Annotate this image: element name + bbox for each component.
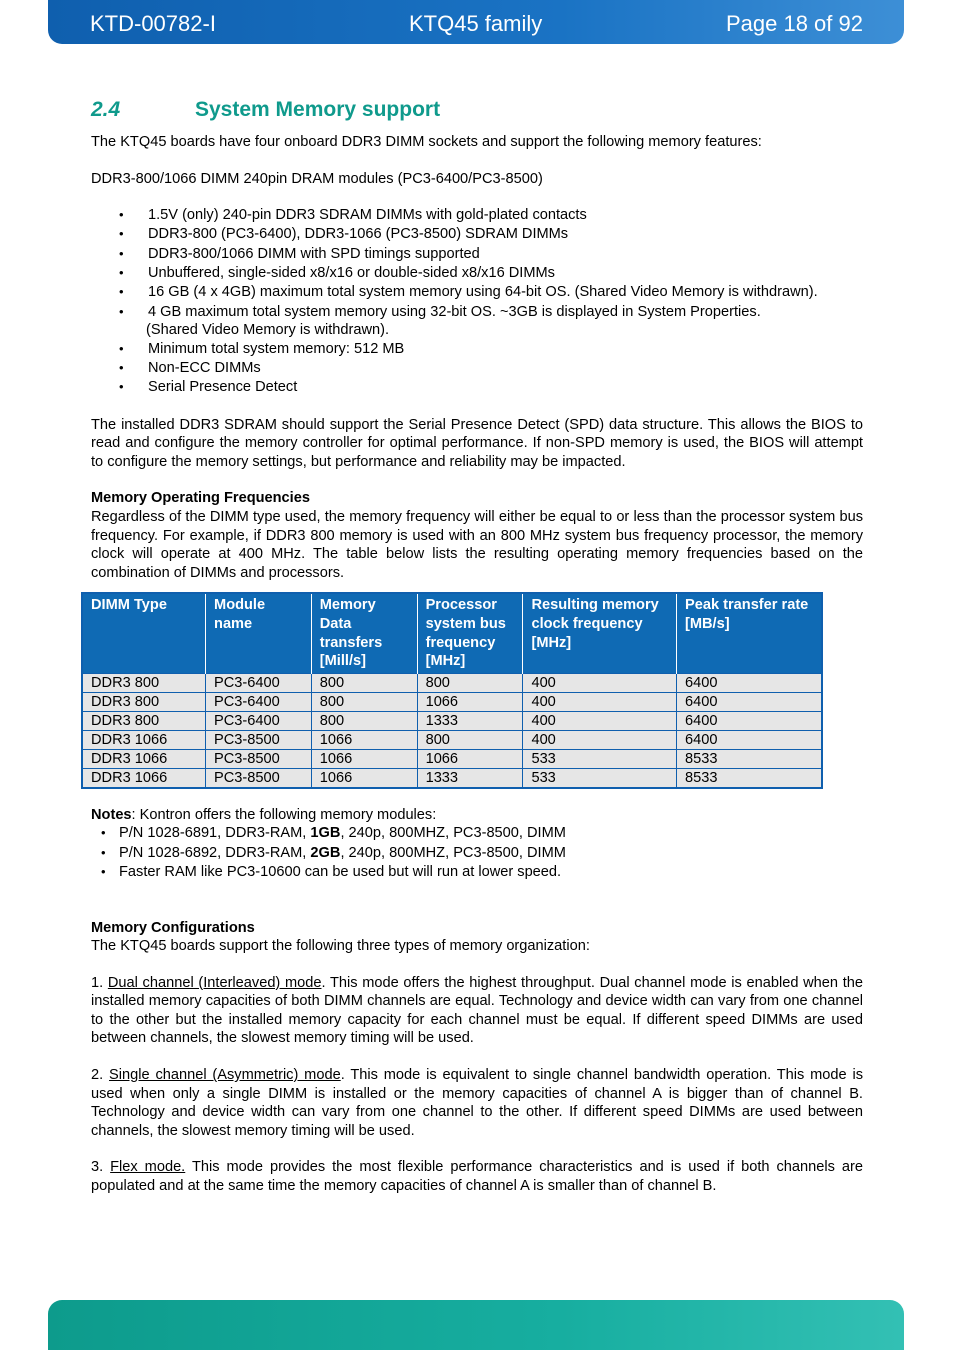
table-cell: PC3-8500 <box>206 768 312 788</box>
mode-name: Flex mode. <box>110 1159 186 1176</box>
mode-dual-channel: 1. Dual channel (Interleaved) mode. This mode offers the highest throughput. Dual channel mode is enabled when the installed memory capacities of both DIMM channels are equal. Technology and device width can vary from one channel to the other but the installed memory capacity for each channel must be equal. If different speed DIMMs are used between channels, the slowest memory timing will be used. <box>91 974 863 1047</box>
list-item: • Minimum total system memory: 512 MB <box>91 340 863 359</box>
table-row <box>82 730 822 749</box>
list-item-continuation: (Shared Video Memory is withdrawn). <box>146 322 390 339</box>
table-cell: 800 <box>311 692 417 711</box>
table-cell: 533 <box>523 749 677 768</box>
page-number: Page 18 of 92 <box>725 11 863 36</box>
table-cell: DDR3 1066 <box>82 768 206 788</box>
list-item: • Faster RAM like PC3-10600 can be used but will run at lower speed. <box>91 863 863 882</box>
list-item: • 1.5V (only) 240-pin DDR3 SDRAM DIMMs with gold-plated contacts <box>91 206 863 225</box>
table-cell: 1066 <box>311 768 417 788</box>
table-row <box>82 711 822 730</box>
list-item: • Serial Presence Detect <box>91 378 863 397</box>
modules-line: DDR3-800/1066 DIMM 240pin DRAM modules (PC3-6400/PC3-8500) <box>91 170 543 187</box>
intro-paragraph: The KTQ45 boards have four onboard DDR3 DIMM sockets and support the following memory features: <box>91 134 762 150</box>
memory-frequency-table <box>81 592 823 788</box>
notes-line <box>91 806 863 825</box>
feature-list <box>91 206 863 397</box>
table-cell: 800 <box>311 673 417 692</box>
page-content <box>91 96 863 1196</box>
frequencies-heading: Memory Operating Frequencies <box>91 490 310 507</box>
list-item: • P/N 1028-6891, DDR3-RAM, 1GB, 240p, 800MHZ, PC3-8500, DIMM <box>91 824 863 843</box>
table-row <box>82 749 822 768</box>
list-item: • Non-ECC DIMMs <box>91 359 863 378</box>
table-header-row <box>82 593 822 673</box>
column-header: Resulting memory clock frequency [MHz] <box>523 593 677 673</box>
table-cell: 1066 <box>311 730 417 749</box>
mode-name: Dual channel (Interleaved) mode <box>107 974 322 991</box>
table-cell: 400 <box>523 711 677 730</box>
column-header: Module name <box>206 593 312 673</box>
column-header: Memory Data transfers [Mill/s] <box>311 593 417 673</box>
document-id: KTD-00782-I <box>90 11 216 36</box>
table-cell: DDR3 800 <box>82 692 206 711</box>
list-item: • 16 GB (4 x 4GB) maximum total system memory using 64-bit OS. (Shared Video Memory is withdrawn). <box>91 283 863 302</box>
table-cell: 1066 <box>311 749 417 768</box>
column-header: Peak transfer rate [MB/s] <box>676 593 822 673</box>
configurations-intro: The KTQ45 boards support the following three types of memory organization: <box>91 938 590 955</box>
section-number: 2.4 <box>91 98 121 121</box>
notes-list <box>91 824 863 881</box>
mode-flex: 3. Flex mode. This mode provides the most flexible performance characteristics and is used if both channels are populated and at the same time the memory capacities of channel A is smaller than of channel B. <box>91 1159 863 1195</box>
table-cell: 1333 <box>417 768 523 788</box>
notes-text: : Kontron offers the following memory modules: <box>131 806 437 823</box>
table-cell: 1333 <box>417 711 523 730</box>
page-header <box>48 0 904 44</box>
table-cell: PC3-6400 <box>206 711 312 730</box>
table-cell: PC3-6400 <box>206 673 312 692</box>
table-cell: 1066 <box>417 692 523 711</box>
list-item: • P/N 1028-6892, DDR3-RAM, 2GB, 240p, 800MHZ, PC3-8500, DIMM <box>91 844 863 863</box>
list-item: • DDR3-800/1066 DIMM with SPD timings supported <box>91 245 863 264</box>
page-footer <box>48 1300 904 1350</box>
section-title <box>91 96 863 124</box>
table-cell: DDR3 1066 <box>82 730 206 749</box>
table-cell: 400 <box>523 730 677 749</box>
table-cell: 400 <box>523 673 677 692</box>
list-item: • DDR3-800 (PC3-6400), DDR3-1066 (PC3-8500) SDRAM DIMMs <box>91 225 863 244</box>
frequencies-paragraph: Regardless of the DIMM type used, the memory frequency will either be equal to or less than the processor system bus frequency. For example, if DDR3 800 memory is used with an 800 MHz system bus frequency processor, the memory clock will operate at 400 MHz. The table below lists the resulting operating memory frequencies based on the combination of DIMMs and processors. <box>91 509 863 581</box>
mode-single-channel: 2. Single channel (Asymmetric) mode. This mode is equivalent to single channel bandwidth operation. This mode is used when only a single DIMM is installed or the memory capacities of channel A is bigger than of channel B. Technology and device width can vary from one channel to the other. If different speed DIMMs are used between channels, the slowest memory timing will be used. <box>91 1067 864 1139</box>
table-cell: DDR3 1066 <box>82 749 206 768</box>
table-row <box>82 768 822 788</box>
table-row <box>82 673 822 692</box>
table-row <box>82 692 822 711</box>
table-cell: 6400 <box>676 730 822 749</box>
table-cell: 400 <box>523 692 677 711</box>
table-cell: 1066 <box>417 749 523 768</box>
section-title-text: System Memory support <box>195 98 441 121</box>
table-cell: PC3-8500 <box>206 749 312 768</box>
table-cell: 6400 <box>676 692 822 711</box>
list-item <box>91 303 863 340</box>
table-cell: 6400 <box>676 673 822 692</box>
table-cell: DDR3 800 <box>82 711 206 730</box>
table-cell: 8533 <box>676 749 822 768</box>
table-cell: 800 <box>417 730 523 749</box>
table-cell: 8533 <box>676 768 822 788</box>
mode-name: Single channel (Asymmetric) mode <box>109 1067 341 1084</box>
table-cell: PC3-8500 <box>206 730 312 749</box>
product-family: KTQ45 family <box>409 11 543 36</box>
column-header: DIMM Type <box>82 593 206 673</box>
column-header: Processor system bus frequency [MHz] <box>417 593 523 673</box>
configurations-heading: Memory Configurations <box>91 919 255 936</box>
table-cell: 800 <box>417 673 523 692</box>
table-cell: 533 <box>523 768 677 788</box>
spd-paragraph: The installed DDR3 SDRAM should support the Serial Presence Detect (SPD) data structure. This allows the BIOS to read and configure the memory controller for optimal performance. If non-SPD memory is used, the BIOS will attempt to configure the memory settings, but performance and reliability may be impacted. <box>91 416 863 470</box>
list-item-text: 4 GB maximum total system memory using 32-bit OS. ~3GB is displayed in System Properties. <box>148 303 761 320</box>
table-cell: PC3-6400 <box>206 692 312 711</box>
table-cell: 6400 <box>676 711 822 730</box>
table-cell: DDR3 800 <box>82 673 206 692</box>
table-cell: 800 <box>311 711 417 730</box>
notes-label: Notes <box>91 806 132 823</box>
list-item: • Unbuffered, single-sided x8/x16 or double-sided x8/x16 DIMMs <box>91 264 863 283</box>
